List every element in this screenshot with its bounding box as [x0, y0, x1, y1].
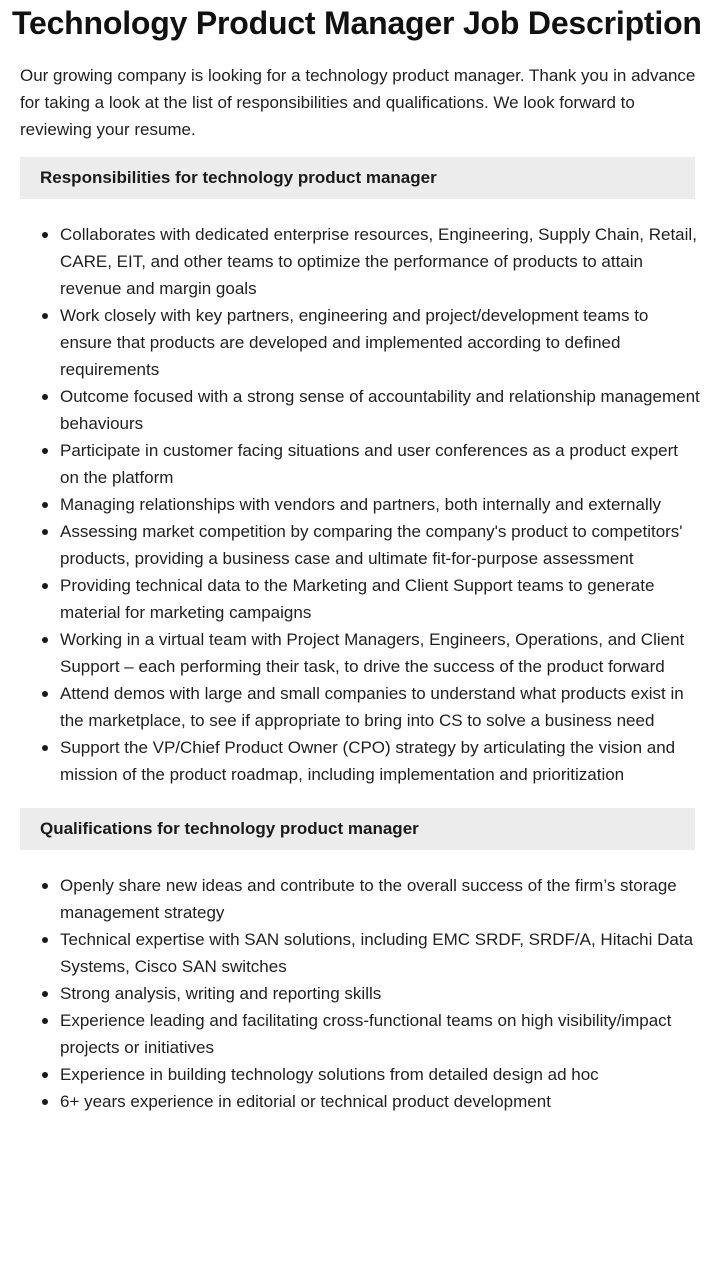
- list-item: Openly share new ideas and contribute to the overall success of the firm’s storage management strategy: [60, 872, 700, 926]
- list-item: Experience leading and facilitating cross-functional teams on high visibility/impact projects or initiatives: [60, 1007, 700, 1061]
- list-item: Support the VP/Chief Product Owner (CPO) strategy by articulating the vision and mission of the product roadmap, including implementation and prioritization: [60, 734, 700, 788]
- qualifications-list: [20, 850, 700, 1135]
- list-item: Attend demos with large and small companies to understand what products exist in the marketplace, to see if appropriate to bring into CS to solve a business need: [60, 680, 700, 734]
- list-item: Strong analysis, writing and reporting skills: [60, 980, 700, 1007]
- list-item: Outcome focused with a strong sense of accountability and relationship management behaviours: [60, 383, 700, 437]
- list-item: Participate in customer facing situations and user conferences as a product expert on the platform: [60, 437, 700, 491]
- intro-paragraph: Our growing company is looking for a technology product manager. Thank you in advance for taking a look at the list of responsibilities and qualifications. We look forward to reviewing your resume.: [20, 66, 696, 139]
- list-item: Managing relationships with vendors and partners, both internally and externally: [60, 491, 700, 518]
- responsibilities-heading: Responsibilities for technology product manager: [20, 157, 695, 199]
- list-item: Providing technical data to the Marketing and Client Support teams to generate material for marketing campaigns: [60, 572, 700, 626]
- list-item: Experience in building technology solutions from detailed design ad hoc: [60, 1061, 700, 1088]
- list-item: Collaborates with dedicated enterprise resources, Engineering, Supply Chain, Retail, CARE, EIT, and other teams to optimize the performance of products to attain revenue and margin goals: [60, 221, 700, 302]
- list-item: 6+ years experience in editorial or technical product development: [60, 1088, 700, 1115]
- list-item: Technical expertise with SAN solutions, including EMC SRDF, SRDF/A, Hitachi Data Systems, Cisco SAN switches: [60, 926, 700, 980]
- responsibilities-list: [20, 199, 700, 808]
- list-item: Assessing market competition by comparing the company's product to competitors' products, providing a business case and ultimate fit-for-purpose assessment: [60, 518, 700, 572]
- qualifications-heading: Qualifications for technology product manager: [20, 808, 695, 850]
- list-item: Work closely with key partners, engineering and project/development teams to ensure that products are developed and implemented according to defined requirements: [60, 302, 700, 383]
- list-item: Working in a virtual team with Project Managers, Engineers, Operations, and Client Support – each performing their task, to drive the success of the product forward: [60, 626, 700, 680]
- page-title: Technology Product Manager Job Description: [12, 5, 702, 41]
